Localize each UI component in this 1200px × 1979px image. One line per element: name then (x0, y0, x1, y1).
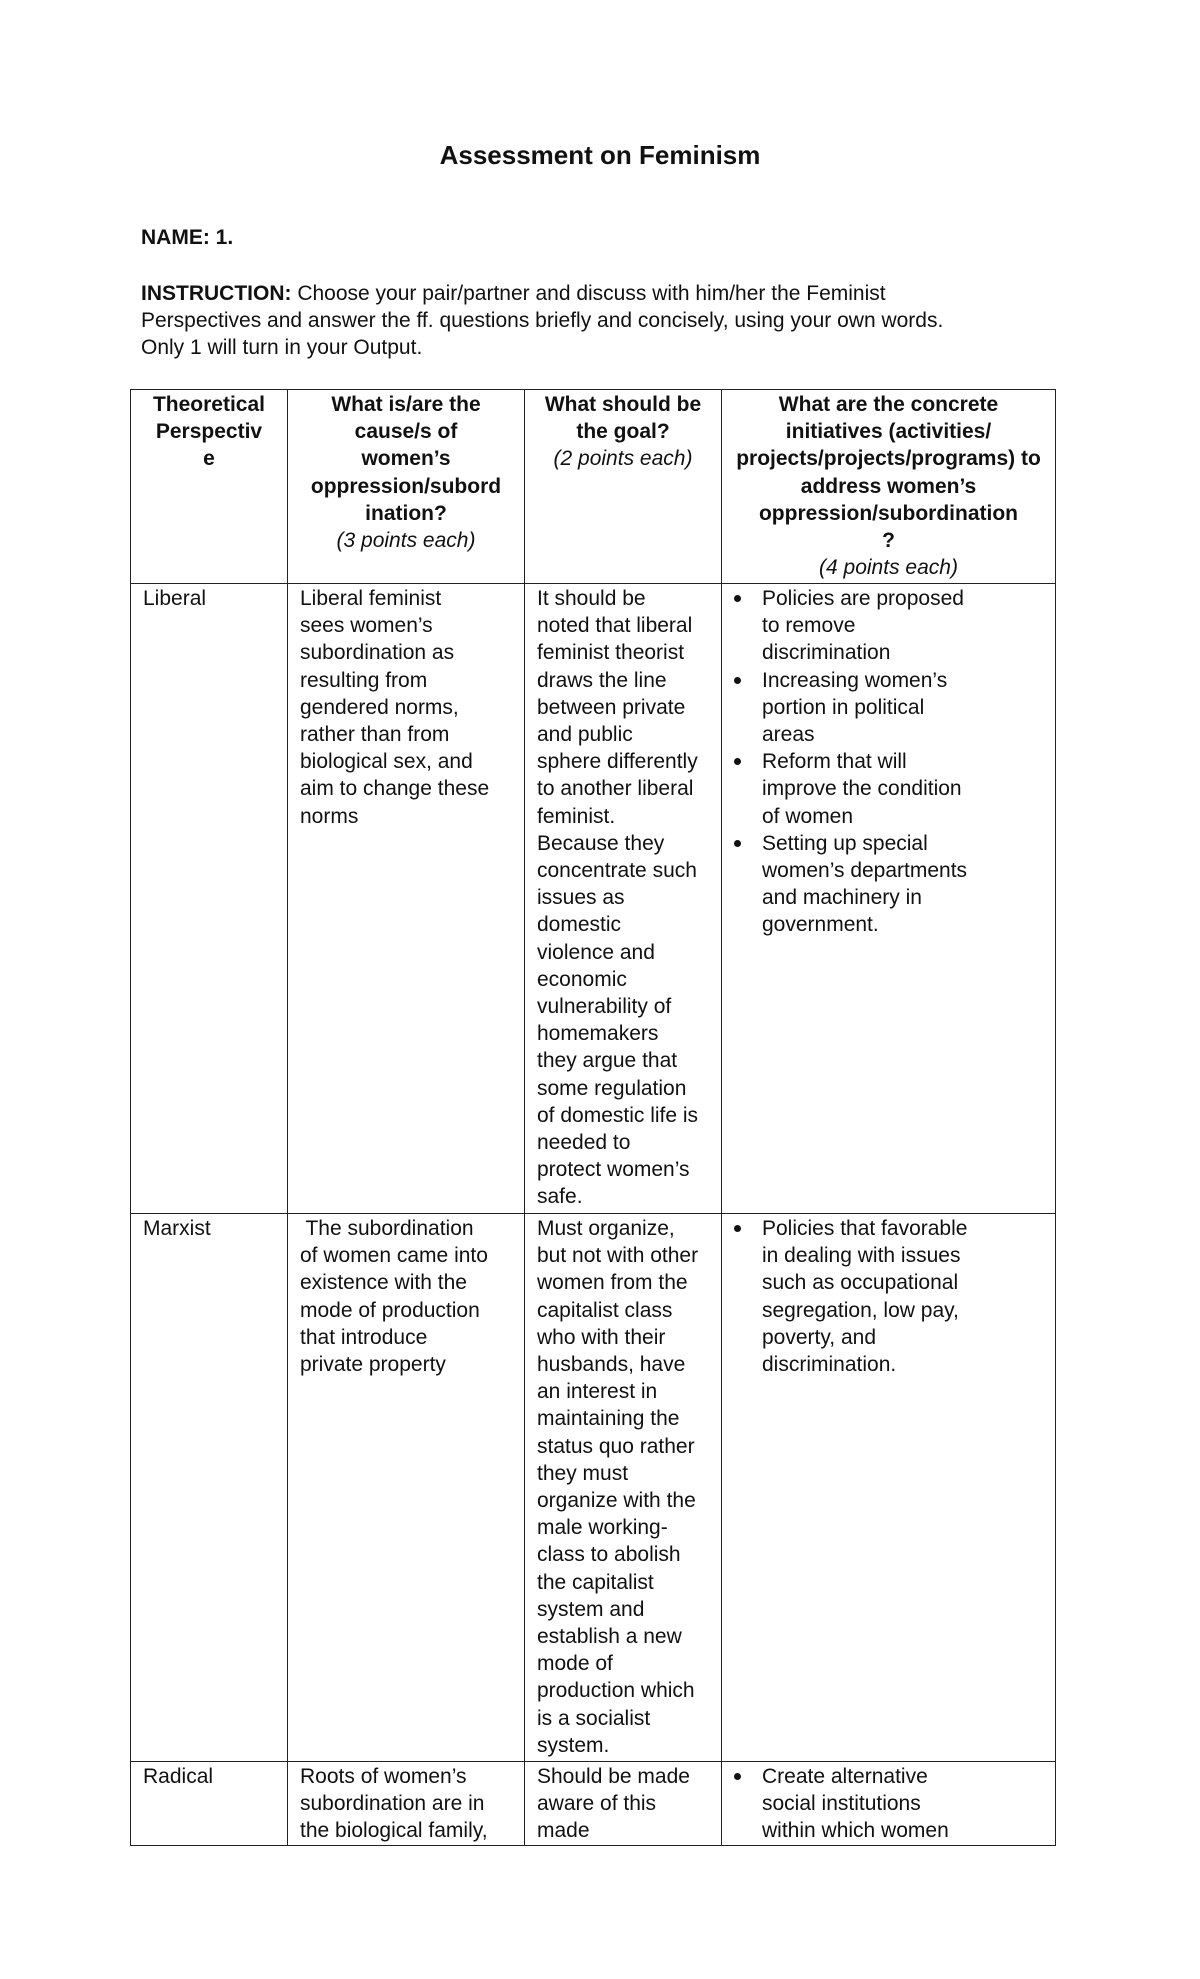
cell-initiatives (722, 584, 1056, 1214)
list-item: Policies are proposed to remove discrimination (762, 585, 1043, 667)
table-row-marxist (131, 1214, 1056, 1762)
list-item: Setting up special women’s departments and machinery in government. (762, 830, 1043, 939)
cell-cause: The subordination of women came into existence with the mode of production that introduce private property (288, 1214, 525, 1762)
instruction-line-2: Perspectives and answer the ff. questions briefly and concisely, using your own words. (141, 309, 944, 332)
list-item: Policies that favorable in dealing with issues such as occupational segregation, low pay, poverty, and discrimination. (762, 1215, 1043, 1378)
table-row-radical (131, 1762, 1056, 1846)
table-row-liberal (131, 584, 1056, 1214)
name-field: NAME: 1. (141, 226, 234, 249)
cell-goal: Must organize, but not with other women from the capitalist class who with their husbands, have an interest in maintaining the status quo rather they must organize with the male working- class to abolish the capitalist system and establish a new mode of production which is a socialist system. (525, 1214, 722, 1762)
page-title: Assessment on Feminism (439, 140, 761, 170)
list-item: Reform that will improve the condition of women (762, 748, 1043, 830)
instruction-paragraph (141, 280, 1081, 361)
points-label: (3 points each) (336, 529, 476, 553)
list-item: Increasing women’s portion in political areas (762, 667, 1043, 749)
header-cause: What is/are the cause/s of women’s oppression/subord ination? (3 points each) (288, 390, 525, 584)
instruction-line-1: INSTRUCTION: Choose your pair/partner and discuss with him/her the Feminist (141, 282, 886, 305)
header-initiatives: What are the concrete initiatives (activities/ projects/projects/programs) to address women’s oppression/subordination ? (4 points each) (722, 390, 1056, 584)
points-label: (2 points each) (553, 447, 693, 471)
cell-goal: Should be made aware of this made (525, 1762, 722, 1846)
instruction-label: INSTRUCTION: (141, 282, 292, 305)
cell-perspective: Marxist (131, 1214, 288, 1762)
cell-goal: It should be noted that liberal feminist theorist draws the line between private and public sphere differently to another liberal feminist. Because they concentrate such issues as domestic violence and economic vulnerability of homemakers they argue that some regulation of domestic life is needed to protect women’s safe. (525, 584, 722, 1214)
points-label: (4 points each) (819, 556, 958, 580)
initiatives-list (734, 585, 1043, 939)
cell-initiatives (722, 1214, 1056, 1762)
header-perspective: Theoretical Perspectiv e (131, 390, 288, 584)
cell-cause: Liberal feminist sees women’s subordination as resulting from gendered norms, rather than from biological sex, and aim to change these norms (288, 584, 525, 1214)
cell-perspective: Radical (131, 1762, 288, 1846)
instruction-line-3: Only 1 will turn in your Output. (141, 336, 423, 359)
cell-cause: Roots of women’s subordination are in the biological family, (288, 1762, 525, 1846)
assessment-table (130, 389, 1056, 1846)
cell-initiatives (722, 1762, 1056, 1846)
list-item: Create alternative social institutions within which women (762, 1763, 1043, 1845)
table-header-row (131, 390, 1056, 584)
initiatives-list (734, 1763, 1043, 1845)
initiatives-list (734, 1215, 1043, 1378)
cell-perspective: Liberal (131, 584, 288, 1214)
header-goal: What should be the goal? (2 points each) (525, 390, 722, 584)
